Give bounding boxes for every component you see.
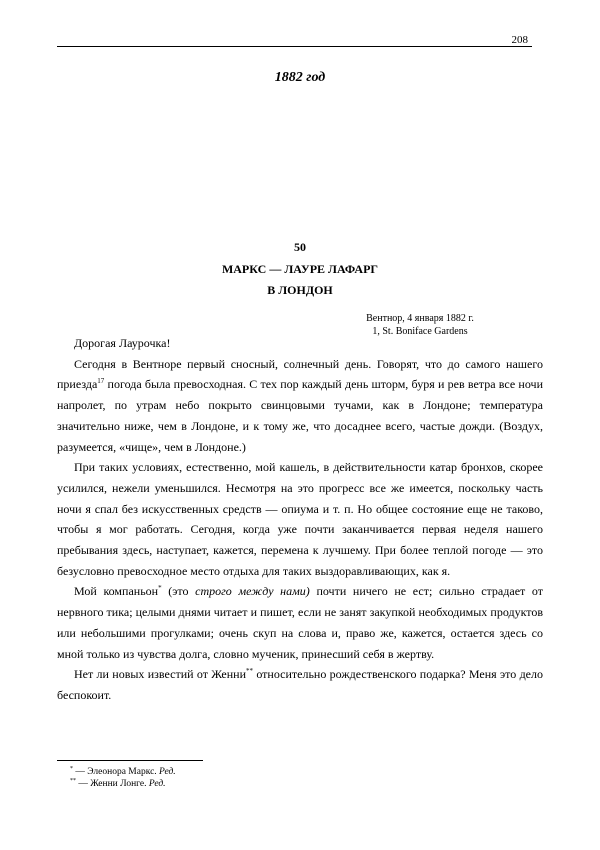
paragraph-4-text-a: Нет ли новых известий от Женни bbox=[74, 667, 247, 682]
footnote-rule bbox=[57, 760, 203, 761]
paragraph-4 bbox=[57, 664, 543, 705]
paragraph-2: При таких условиях, естественно, мой кашель, в действительности катар бронхов, скорее усилился, нежели уменьшился. Несмотря на это прогресс все же имеется, поскольку часть ночи я спал без искусственных средств — опиума и т. п. Но общее состояние еще не таково, чтобы я мог работать. Сегодня, когда уже почти заканчивается первая неделя нашего пребывания здесь, наступает, кажется, перемена к лучшему. При более теплой погоде — это безусловно превосходное место отдыха для таких выздоравливающих, как я. bbox=[57, 460, 543, 578]
paragraph-3-emphasis: строго между нами) bbox=[195, 584, 310, 599]
letter-body bbox=[57, 333, 543, 706]
footnote-1-mark: * bbox=[70, 766, 73, 772]
paragraph-3-text-a: Мой компаньон bbox=[74, 584, 159, 599]
letter-title: МАРКС — ЛАУРЕ ЛАФАРГ bbox=[221, 262, 379, 276]
footnote-2-abbr: Ред. bbox=[148, 779, 166, 789]
paragraph-1-text-a: Сегодня в Вентноре первый сносный, солнечный день. Говорят, что до самого нашего приезда bbox=[57, 356, 543, 392]
paragraph-3-text-c: почти ничего не ест; сильно страдает от нервного тика; целыми днями читает и пишет, если не занят закупкой необходимых продуктов или небольшими прогулками; очень скуп на слова и, право же, кажется, остается здесь со мной только из чувства долга, словно мученик, принесший себя в жертву. bbox=[57, 584, 543, 661]
footnote-1-text: — Элеонора Маркс. bbox=[73, 767, 160, 777]
letter-number: 50 bbox=[294, 240, 306, 254]
paragraph-1 bbox=[57, 354, 543, 458]
footnote-2 bbox=[70, 778, 470, 790]
dateline-address: 1, St. Boniface Gardens bbox=[372, 326, 468, 337]
footnote-2-mark: ** bbox=[70, 778, 76, 784]
footnote-1-abbr: Ред. bbox=[159, 767, 176, 777]
footnotes bbox=[70, 766, 470, 790]
footnote-2-text: — Женни Лонге. bbox=[76, 779, 149, 789]
paragraph-4-text-b: относительно рождественского подарка? Меня это дело беспокоит. bbox=[57, 667, 543, 702]
endnote-ref-17: 17 bbox=[97, 377, 105, 386]
paragraph-3-text-b: (это bbox=[161, 584, 196, 599]
header-rule bbox=[57, 46, 532, 47]
footnote-ref-1: * bbox=[158, 584, 162, 593]
paragraph-1-text-b: погода была превосходная. С тех пор каждый день шторм, буря и рев ветра все ночи напролет, по утрам небо покрыто свинцовыми тучами, как в Лондоне; температура значительно ниже, чем в Лондоне, и к тому же, что досаднее всего, частые дожди. (Воздух, разумеется, «чище», чем в Лондоне.) bbox=[57, 377, 543, 454]
footnote-1 bbox=[70, 766, 470, 778]
year-heading: 1882 год bbox=[274, 70, 326, 85]
dateline-place-date: Вентнор, 4 января 1882 г. bbox=[366, 313, 474, 324]
footnote-ref-2: ** bbox=[246, 667, 254, 676]
letter-destination: В ЛОНДОН bbox=[267, 283, 333, 297]
page-number: 208 bbox=[511, 34, 528, 46]
salutation: Дорогая Лаурочка! bbox=[74, 336, 171, 350]
paragraph-3 bbox=[57, 581, 543, 664]
